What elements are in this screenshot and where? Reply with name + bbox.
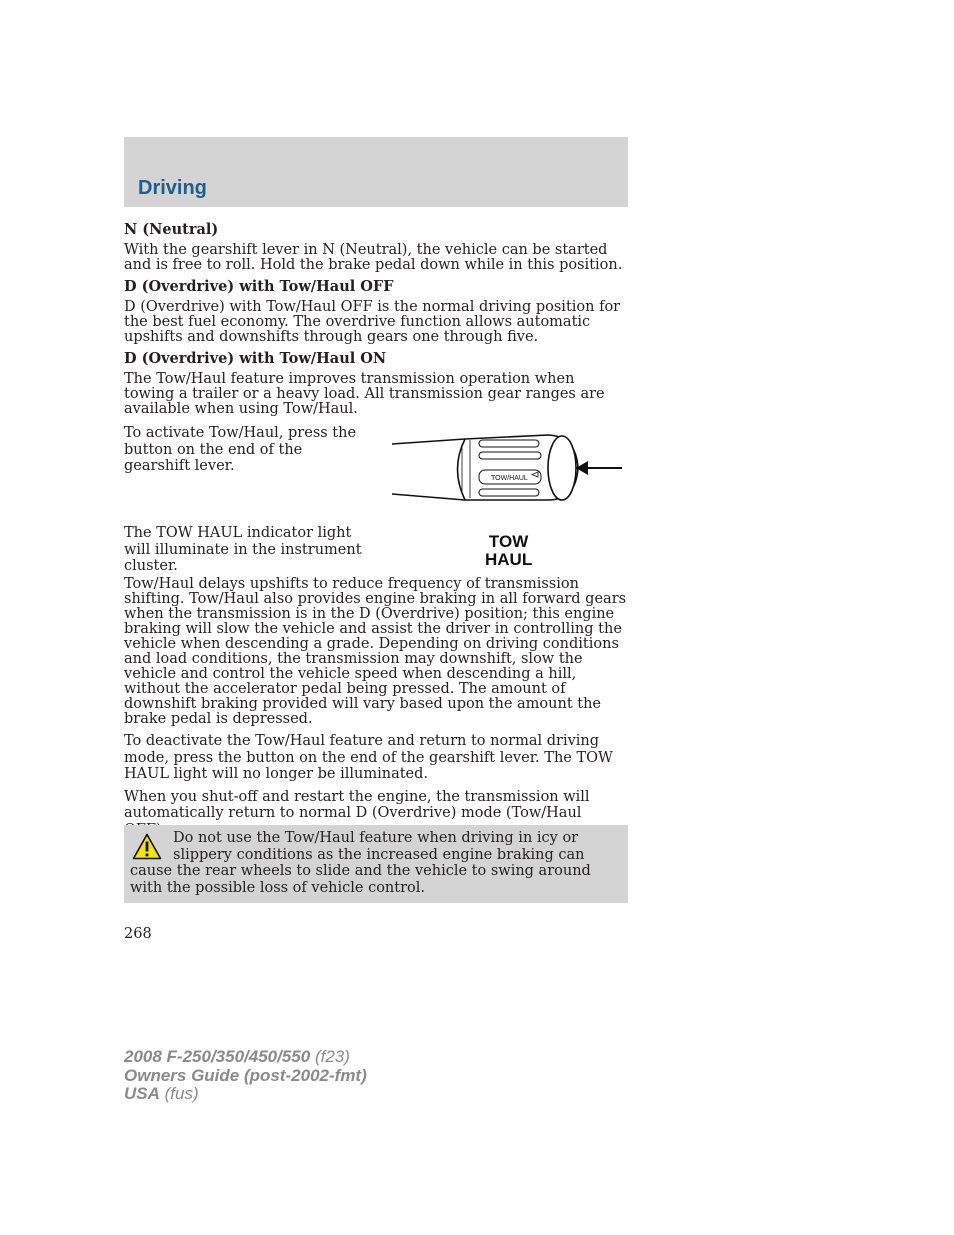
footer-line-market: [124, 1085, 367, 1104]
document-footer: [124, 1048, 367, 1104]
indicator-row: [124, 525, 628, 577]
heading-overdrive-on: D (Overdrive) with Tow/Haul ON: [124, 350, 387, 367]
footer-market: USA: [124, 1084, 160, 1103]
tow-haul-indicator-icon: [485, 533, 532, 569]
para-deactivate: To deactivate the Tow/Haul feature and return to normal driving mode, press the button on the end of the gearshift lever. The TOW HAUL light will no longer be illuminated.: [124, 733, 613, 782]
footer-model: 2008 F-250/350/450/550: [124, 1047, 311, 1066]
tow-haul-button-label: TOW/HAUL: [491, 475, 528, 482]
footer-model-code: (f23): [310, 1047, 350, 1066]
para-restart: When you shut-off and restart the engine, the transmission will automatically return to normal D (Overdrive) mode (Tow/Haul: [124, 788, 590, 821]
para-delays: Tow/Haul delays upshifts to reduce frequency of transmission shifting. Tow/Haul also provides engine braking in all forward gears when the transmission is in the D (Overdrive) position; this engine braking will slow the vehicle and assist the driver in controlling the vehicle when descending a grade. Depending on driving conditions and load conditions, the transmission may downshift, slow the vehicle and control the vehicle speed when descending a hill, without the accelerator pedal being pressed. The amount of downshift braking provided will vary based upon the amount the brake pedal is depressed.: [124, 576, 627, 727]
footer-guide: Owners Guide (post-2002-fmt): [124, 1065, 367, 1085]
para-indicator: The TOW HAUL indicator light will illuminate in the instrument cluster.: [124, 525, 362, 574]
para-neutral: With the gearshift lever in N (Neutral), the vehicle can be started and is free to roll. Hold the brake pedal down while in this position.: [124, 242, 623, 273]
indicator-line-tow: TOW: [488, 532, 529, 551]
warning-box: [124, 825, 628, 903]
main-content: [124, 222, 628, 844]
warning-text: Do not use the Tow/Haul feature when driving in icy or slippery conditions as the increased engine braking can cause the rear wheels to slide and the vehicle to swing around with the possible loss of vehicle control.: [130, 830, 591, 896]
gearshift-lever-illustration: [390, 432, 625, 504]
para-overdrive-on: The Tow/Haul feature improves transmission operation when towing a trailer or a heavy load. All transmission gear ranges are available when using Tow/Haul.: [124, 371, 605, 417]
page-number: 268: [124, 926, 152, 942]
indicator-line-haul: HAUL: [485, 550, 533, 569]
para-overdrive-off: D (Overdrive) with Tow/Haul OFF is the normal driving position for the best fuel economy. The overdrive function allows automatic upshifts and downshifts through gears one through five.: [124, 299, 621, 345]
section-title: Driving: [138, 177, 207, 199]
heading-overdrive-off: D (Overdrive) with Tow/Haul OFF: [124, 278, 394, 295]
footer-line-guide: [124, 1067, 367, 1086]
para-activate: To activate Tow/Haul, press the button on the end of the gearshift lever.: [124, 425, 357, 474]
footer-market-code: (fus): [159, 1084, 199, 1103]
heading-neutral: N (Neutral): [124, 221, 219, 238]
footer-line-model: [124, 1048, 367, 1067]
